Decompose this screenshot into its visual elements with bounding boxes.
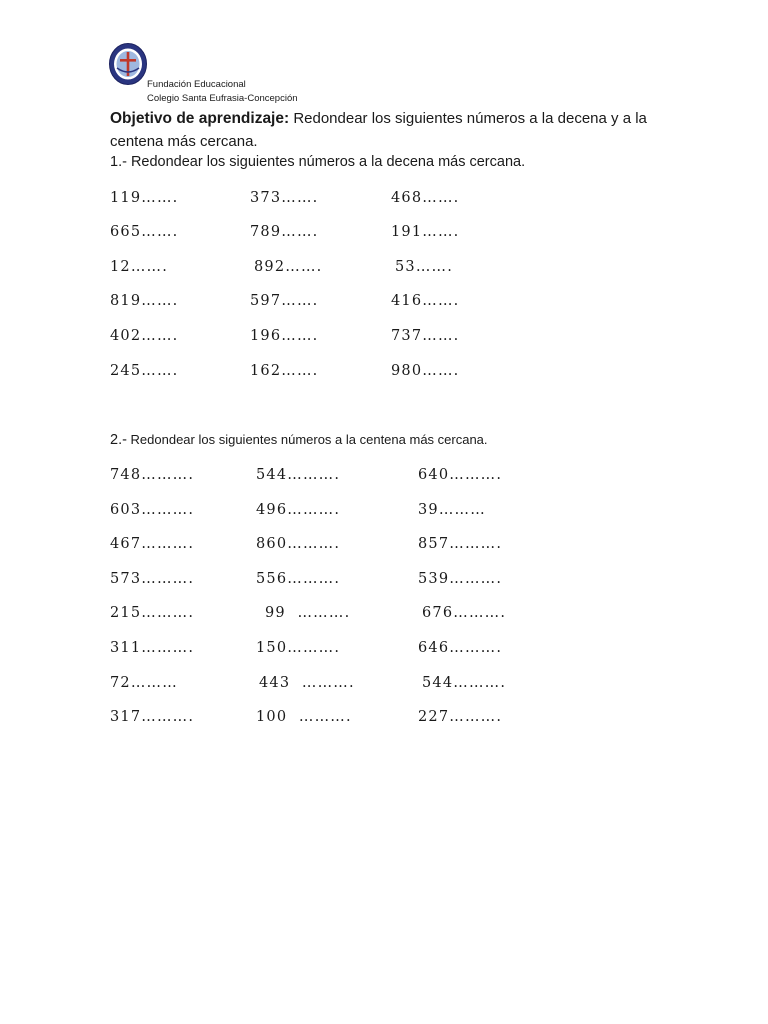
exercise-item: 573………. [110, 571, 200, 587]
org-line-2: Colegio Santa Eufrasia-Concepción [147, 92, 298, 104]
objective-label: Objetivo de aprendizaje: [110, 110, 290, 127]
exercise-item: 443 ………. [259, 675, 361, 691]
section-1-row [0, 363, 768, 385]
exercise-item: 544………. [256, 467, 346, 483]
exercise-item: 150………. [256, 640, 346, 656]
exercise-item: 416……. [391, 293, 466, 309]
exercise-item: 748………. [110, 467, 200, 483]
section-2-row [0, 675, 768, 697]
exercise-item: 311………. [110, 640, 200, 656]
org-line-1: Fundación Educacional [147, 79, 246, 90]
section-2-text: Redondear los siguientes números a la centena más cercana. [126, 432, 488, 447]
exercise-item: 819……. [110, 293, 185, 309]
section-2-title [110, 432, 488, 448]
exercise-item: 317………. [110, 709, 200, 725]
section-1-row [0, 224, 768, 246]
exercise-item: 162……. [250, 363, 325, 379]
section-1-row [0, 190, 768, 212]
exercise-item: 539………. [418, 571, 508, 587]
exercise-item: 789……. [250, 224, 325, 240]
exercise-item: 53……. [395, 259, 459, 275]
learning-objective [110, 107, 670, 153]
school-name-block [147, 78, 298, 105]
section-2-row [0, 640, 768, 662]
exercise-item: 72……… [110, 675, 184, 691]
exercise-item: 556………. [256, 571, 346, 587]
exercise-item: 676………. [422, 605, 512, 621]
exercise-item: 227………. [418, 709, 508, 725]
exercise-item: 196……. [250, 328, 325, 344]
exercise-item: 640………. [418, 467, 508, 483]
exercise-item: 980……. [391, 363, 466, 379]
exercise-item: 467………. [110, 536, 200, 552]
objective-text: Redondear los siguientes números a la decena y a la centena más cercana. [110, 110, 647, 150]
exercise-item: 603………. [110, 502, 200, 518]
exercise-item: 892……. [254, 259, 329, 275]
exercise-item: 597……. [250, 293, 325, 309]
exercise-item: 860………. [256, 536, 346, 552]
section-2-row [0, 502, 768, 524]
section-1-title: 1.- Redondear los siguientes números a la decena más cercana. [110, 154, 526, 170]
exercise-item: 402……. [110, 328, 185, 344]
section-2-number: 2.- [110, 432, 127, 448]
section-2-row [0, 571, 768, 593]
section-2-row [0, 536, 768, 558]
exercise-item: 191……. [391, 224, 466, 240]
exercise-item: 857………. [418, 536, 508, 552]
section-2-row [0, 467, 768, 489]
section-2-row [0, 709, 768, 731]
section-1-row [0, 259, 768, 281]
school-crest-logo [108, 42, 148, 86]
exercise-item: 544………. [422, 675, 512, 691]
exercise-item: 646………. [418, 640, 508, 656]
exercise-item: 119……. [110, 190, 185, 206]
section-1-row [0, 293, 768, 315]
exercise-item: 100 ………. [256, 709, 358, 725]
section-1-row [0, 328, 768, 350]
exercise-item: 215………. [110, 605, 200, 621]
exercise-item: 665……. [110, 224, 185, 240]
exercise-item: 496………. [256, 502, 346, 518]
exercise-item: 468……. [391, 190, 466, 206]
section-2-row [0, 605, 768, 627]
exercise-item: 245……. [110, 363, 185, 379]
exercise-item: 99 ………. [265, 605, 357, 621]
exercise-item: 12……. [110, 259, 174, 275]
exercise-item: 373……. [250, 190, 325, 206]
exercise-item: 39……… [418, 502, 492, 518]
exercise-item: 737……. [391, 328, 466, 344]
